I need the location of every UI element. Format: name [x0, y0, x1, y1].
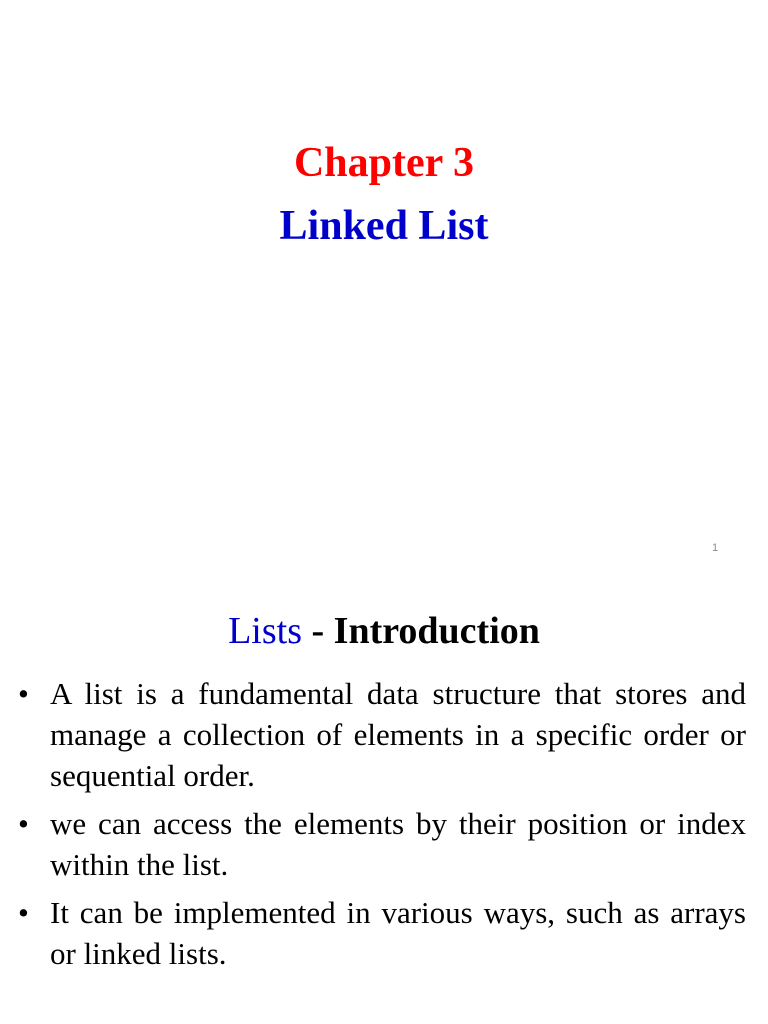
bullet-icon: • — [18, 806, 29, 841]
list-item — [18, 892, 746, 974]
bullet-text: we can access the elements by their position or index within the list. — [50, 806, 746, 882]
heading-rest: - Introduction — [302, 610, 540, 652]
lists-introduction-slide — [0, 578, 768, 1024]
bullet-icon: • — [18, 895, 29, 930]
list-item — [18, 673, 746, 796]
bullet-list — [18, 673, 746, 981]
heading-highlight: Lists — [228, 610, 302, 652]
list-item — [18, 803, 746, 885]
bullet-icon: • — [18, 676, 29, 711]
bullet-text: It can be implemented in various ways, such as arrays or linked lists. — [50, 895, 746, 971]
slide-heading — [0, 612, 768, 650]
chapter-title: Linked List — [279, 203, 489, 249]
chapter-label: Chapter 3 — [293, 140, 475, 186]
page-number: 1 — [712, 542, 719, 554]
bullet-text: A list is a fundamental data structure that stores and manage a collection of elements in a specific order or sequential order. — [50, 676, 746, 793]
